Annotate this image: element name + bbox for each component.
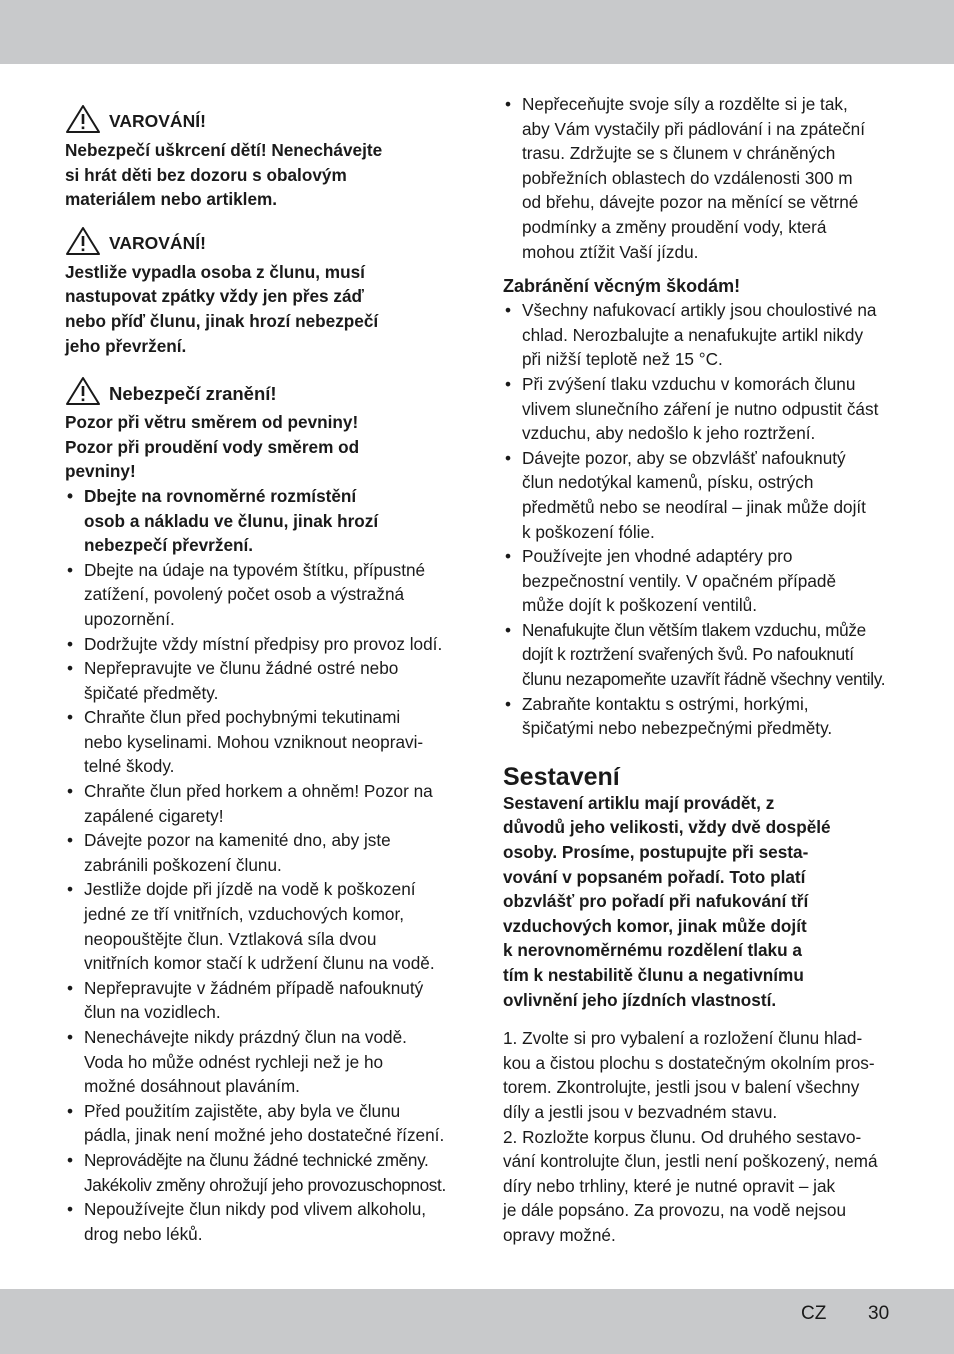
text-line: Pozor při větru směrem od pevniny!	[65, 412, 359, 433]
text-line: vání kontrolujte člun, jestli není poškozený, nemá	[503, 1151, 878, 1172]
warning-triangle-icon	[65, 376, 101, 406]
text-line: Sestavení artiklu mají provádět, z	[503, 792, 775, 813]
text-line: • Neprovádějte na člunu žádné technické změny.	[84, 1149, 429, 1170]
text-line: • Používejte jen vhodné adaptéry pro	[522, 546, 793, 567]
text-line: • Nenafukujte člun větším tlakem vzduchu, může	[522, 619, 866, 640]
text-line: podmínky a změny proudění vody, která	[522, 216, 827, 237]
text-line: možné dosáhnout plaváním.	[84, 1076, 300, 1097]
text-line: • Dodržujte vždy místní předpisy pro provoz lodí.	[84, 633, 443, 654]
text-line: • Zabraňte kontaktu s ostrými, horkými,	[522, 693, 809, 714]
footer-language: CZ	[801, 1303, 827, 1324]
text-line: obzvlášť pro pořadí při nafukování tří	[503, 891, 809, 912]
text-line: člunu nezapomeňte uzavřít řádně všechny ventily.	[522, 669, 886, 690]
list-item	[503, 618, 895, 692]
text-line: • Dbejte na rovnoměrné rozmístění	[84, 485, 357, 506]
text-line: kou a čistou plochu s dostatečným okolním pros-	[503, 1052, 875, 1073]
text-line: od břehu, dávejte pozor na měnící se větrné	[522, 192, 859, 213]
text-line: • Dávejte pozor na kamenité dno, aby jste	[84, 830, 391, 851]
list-item	[503, 372, 895, 446]
text-line: nebezpečí převržení.	[84, 535, 254, 556]
text-line: • Nepřepravujte v žádném případě nafouknutý	[84, 977, 424, 998]
list-item	[65, 1148, 460, 1197]
text-line: • Nepřepravujte ve člunu žádné ostré nebo	[84, 658, 399, 679]
step-item	[503, 1125, 895, 1248]
list-item	[65, 1099, 460, 1148]
header-band	[0, 0, 954, 64]
text-line: 2. Rozložte korpus člunu. Od druhého sestavo-	[503, 1126, 862, 1147]
left-column	[65, 104, 460, 1246]
warning-title: VAROVÁNÍ!	[109, 111, 206, 132]
warning-text	[65, 260, 460, 358]
text-line: nastupovat zpátky vždy jen přes záď	[65, 286, 364, 307]
text-line: zabránili poškození člunu.	[84, 854, 282, 875]
text-line: • Nepřeceňujte svoje síly a rozdělte si je tak,	[522, 94, 848, 114]
text-line: 1. Zvolte si pro vybalení a rozložení člunu hlad-	[503, 1028, 863, 1049]
text-line: špičatými nebo nebezpečnými předměty.	[522, 718, 833, 739]
list-item	[503, 446, 895, 544]
injury-block	[65, 376, 460, 1246]
text-line: díry nebo trhliny, které je nutné opravit – jak	[503, 1175, 836, 1196]
warning-triangle-icon	[65, 226, 101, 256]
list-item	[503, 544, 895, 618]
text-line: tím k nestabilitě člunu a negativnímu	[503, 965, 804, 985]
text-line: díly a jestli jsou v bezvadném stavu.	[503, 1101, 778, 1122]
text-line: • Nenechávejte nikdy prázdný člun na vodě.	[84, 1027, 407, 1047]
list-item	[65, 632, 460, 657]
injury-text	[65, 410, 460, 484]
text-line: • Při zvýšení tlaku vzduchu v komorách člunu	[522, 373, 856, 394]
text-line: vzduchu, aby nedošlo k jeho roztržení.	[522, 423, 816, 444]
text-line: vování v popsaném pořadí. Toto platí	[503, 866, 806, 887]
text-line: si hrát děti bez dozoru s obalovým	[65, 164, 347, 185]
text-line: upozornění.	[84, 608, 175, 629]
text-line: k nerovnoměrnému rozdělení tlaku a	[503, 940, 802, 961]
text-line: pevniny!	[65, 461, 136, 482]
list-item	[65, 705, 460, 779]
right-column	[503, 92, 895, 1248]
text-line: drog nebo léků.	[84, 1223, 203, 1244]
list-item	[503, 92, 895, 264]
list-item	[65, 828, 460, 877]
text-line: je dále popsáno. Za provozu, na vodě nejsou	[503, 1200, 847, 1221]
safety-list-continued	[503, 92, 895, 264]
text-line: • Všechny nafukovací artikly jsou choulostivé na	[522, 300, 877, 321]
text-line: neopouštějte člun. Vztlaková síla dvou	[84, 928, 377, 949]
text-line: telné škody.	[84, 756, 175, 777]
text-line: osob a nákladu ve člunu, jinak hrozí	[84, 510, 379, 531]
list-item	[65, 656, 460, 705]
text-line: vzduchových komor, jinak může dojít	[503, 915, 807, 936]
warning-block-children	[65, 104, 460, 212]
damage-heading: Zabránění věcným škodám!	[503, 276, 741, 297]
text-line: jeho převržení.	[65, 335, 187, 356]
text-line: nebo příď člunu, jinak hrozí nebezpečí	[65, 310, 379, 331]
text-line: předmětů nebo se neodíral – jinak může dojít	[522, 496, 866, 517]
warning-heading	[65, 226, 460, 256]
text-line: Nebezpečí uškrcení dětí! Nenechávejte	[65, 140, 383, 160]
damage-list	[503, 298, 895, 741]
text-line: ovlivnění jeho jízdních vlastností.	[503, 989, 777, 1010]
warning-triangle-icon	[65, 104, 101, 134]
text-line: zapálené cigarety!	[84, 805, 224, 826]
list-item	[65, 484, 460, 558]
text-line: k poškození fólie.	[522, 521, 655, 542]
warning-block-boat	[65, 226, 460, 358]
text-line: vnitřních komor stačí k udržení člunu na vodě.	[84, 953, 435, 974]
assembly-steps	[503, 1026, 895, 1247]
text-line: při nižší teplotě než 15 °C.	[522, 349, 723, 370]
safety-list	[65, 484, 460, 1246]
assembly-intro	[503, 791, 895, 1012]
list-item	[65, 558, 460, 632]
list-item	[65, 1025, 460, 1099]
list-item	[65, 877, 460, 975]
text-line: pobřežních oblastech do vzdálenosti 300 m	[522, 167, 853, 188]
text-line: Voda ho může odnést rychleji než je ho	[84, 1051, 384, 1072]
text-line: aby Vám vystačily při pádlování i na zpáteční	[522, 118, 865, 139]
text-line: torem. Zkontrolujte, jestli jsou v balení všechny	[503, 1077, 860, 1098]
text-line: • Chraňte člun před pochybnými tekutinami	[84, 707, 401, 728]
text-line: • Jestliže dojde při jízdě na vodě k poškození	[84, 879, 416, 900]
text-line: důvodů jeho velikosti, vždy dvě dospělé	[503, 817, 831, 838]
text-line: • Dbejte na údaje na typovém štítku, přípustné	[84, 559, 426, 580]
warning-heading	[65, 104, 460, 134]
warning-title: VAROVÁNÍ!	[109, 233, 206, 254]
list-item	[503, 692, 895, 741]
text-line: • Dávejte pozor, aby se obzvlášť nafouknutý	[522, 447, 846, 468]
text-line: špičaté předměty.	[84, 682, 219, 703]
warning-text	[65, 138, 460, 212]
assembly-heading: Sestavení	[503, 762, 620, 791]
text-line: pádla, jinak není možné jeho dostatečné řízení.	[84, 1125, 445, 1146]
text-line: jedné ze tří vnitřních, vzduchových komor,	[84, 904, 405, 925]
text-line: zatížení, povolený počet osob a výstražná	[84, 584, 405, 605]
list-item	[65, 976, 460, 1025]
list-item	[503, 298, 895, 372]
text-line: trasu. Zdržujte se s člunem v chráněných	[522, 143, 836, 164]
text-line: mohou ztížit Vaší jízdu.	[522, 241, 699, 262]
text-line: člun nedotýkal kamenů, písku, ostrých	[522, 472, 814, 493]
text-line: osoby. Prosíme, postupujte při sesta-	[503, 842, 809, 863]
text-line: Pozor při proudění vody směrem od	[65, 436, 360, 457]
text-line: může dojít k poškození ventilů.	[522, 595, 758, 616]
injury-heading	[65, 376, 460, 406]
list-item	[65, 1197, 460, 1246]
page-number: 30	[868, 1303, 890, 1324]
text-line: bezpečnostní ventily. V opačném případě	[522, 570, 837, 591]
text-line: • Chraňte člun před horkem a ohněm! Pozor na	[84, 781, 433, 802]
text-line: • Před použitím zajistěte, aby byla ve člunu	[84, 1100, 401, 1121]
text-line: Jakékoliv změny ohrožují jeho provozuschopnost.	[84, 1174, 446, 1195]
text-line: vlivem slunečního záření je nutno odpustit část	[522, 398, 879, 419]
text-line: nebo kyselinami. Mohou vzniknout neopravi-	[84, 731, 424, 752]
step-item	[503, 1026, 895, 1124]
text-line: chlad. Nerozbalujte a nenafukujte artikl nikdy	[522, 324, 864, 345]
text-line: člun na vozidlech.	[84, 1002, 221, 1023]
text-line: materiálem nebo artiklem.	[65, 189, 278, 210]
injury-title: Nebezpečí zranění!	[109, 382, 277, 404]
text-line: Jestliže vypadla osoba z člunu, musí	[65, 261, 365, 282]
text-line: opravy možné.	[503, 1224, 616, 1245]
text-line: • Nepoužívejte člun nikdy pod vlivem alkoholu,	[84, 1199, 427, 1220]
list-item	[65, 779, 460, 828]
text-line: dojít k roztržení svařených švů. Po nafouknutí	[522, 644, 854, 665]
